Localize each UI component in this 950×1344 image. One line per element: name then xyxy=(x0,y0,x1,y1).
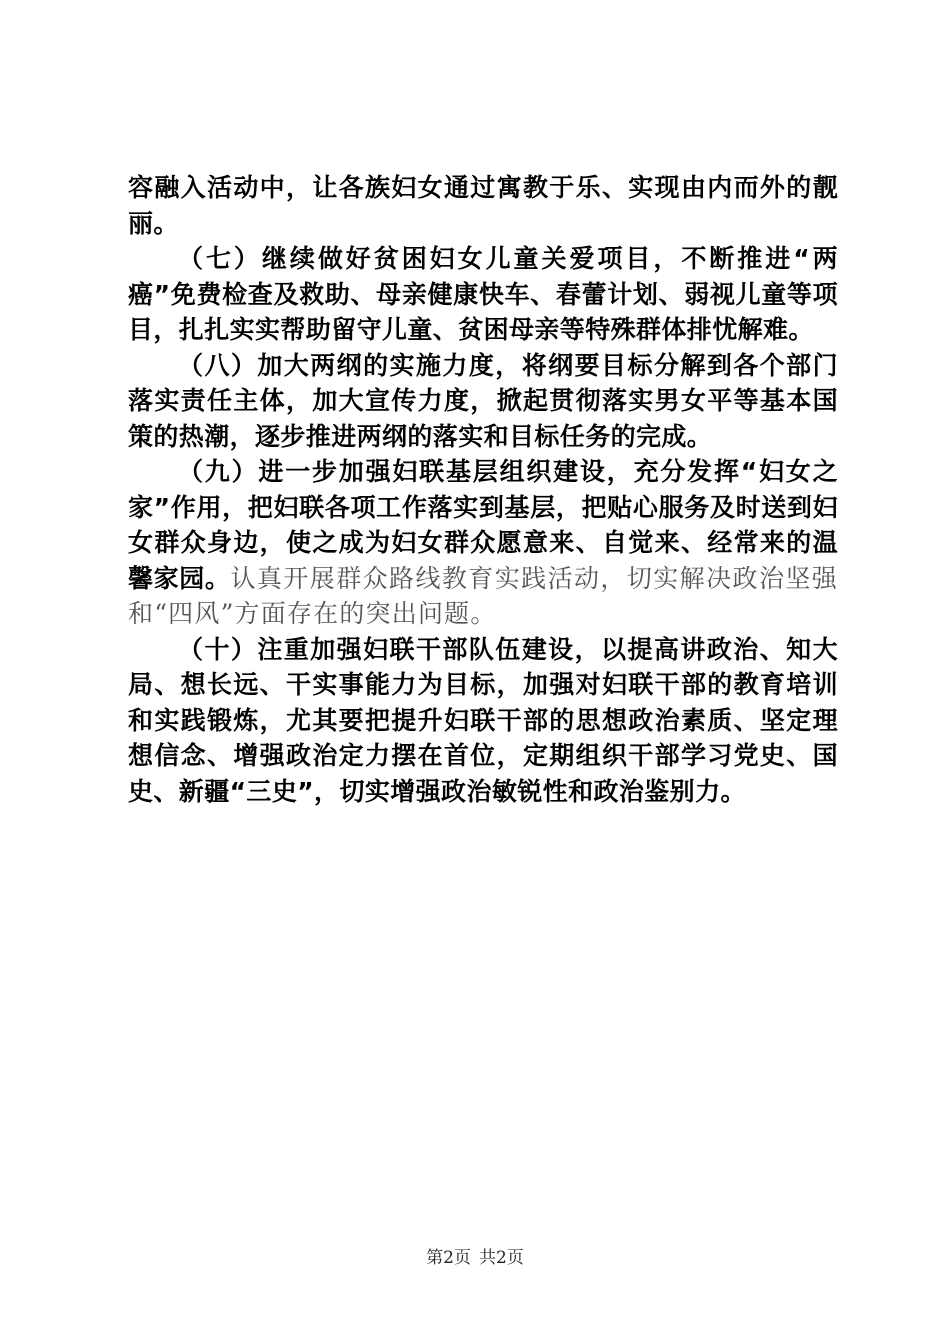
paragraph-item-8: （八）加大两纲的实施力度，将纲要目标分解到各个部门落实责任主体，加大宣传力度，掀起贯彻落实男女平等基本国策的热潮，逐步推进两纲的落实和目标任务的完成。 xyxy=(128,350,838,451)
paragraph-continuation: 容融入活动中，让各族妇女通过寓教于乐、实现由内而外的靓丽。 xyxy=(128,173,838,238)
paragraph-item-9 xyxy=(128,454,838,632)
paragraph-item-10: （十）注重加强妇联干部队伍建设，以提高讲政治、知大局、想长远、干实事能力为目标，加强对妇联干部的教育培训和实践锻炼，尤其要把提升妇联干部的思想政治素质、坚定理想信念、增强政治定力摆在首位，定期组织干部学习党史、国史、新疆“三史”，切实增强政治敏锐性和政治鉴别力。 xyxy=(128,634,838,806)
document-body xyxy=(128,170,838,809)
page-number: 第2页 xyxy=(426,1248,471,1268)
inserted-sentence: 认真开展群众路线教育实践活动，切实解决政治坚强和“四风”方面存在的突出问题。 xyxy=(128,563,838,628)
page-footer xyxy=(0,1243,950,1268)
paragraph-item-9-text: （九）进一步加强妇联基层组织建设，充分发挥“妇女之家”作用，把妇联各项工作落实到基层，把贴心服务及时送到妇女群众身边，使之成为妇女群众愿意来、自觉来、经常来的温馨家园。 xyxy=(128,457,838,593)
page-total: 共2页 xyxy=(479,1248,524,1268)
paragraph-item-7: （七）继续做好贫困妇女儿童关爱项目，不断推进“两癌”免费检查及救助、母亲健康快车、春蕾计划、弱视儿童等项目，扎扎实实帮助留守儿童、贫困母亲等特殊群体排忧解难。 xyxy=(128,244,838,344)
